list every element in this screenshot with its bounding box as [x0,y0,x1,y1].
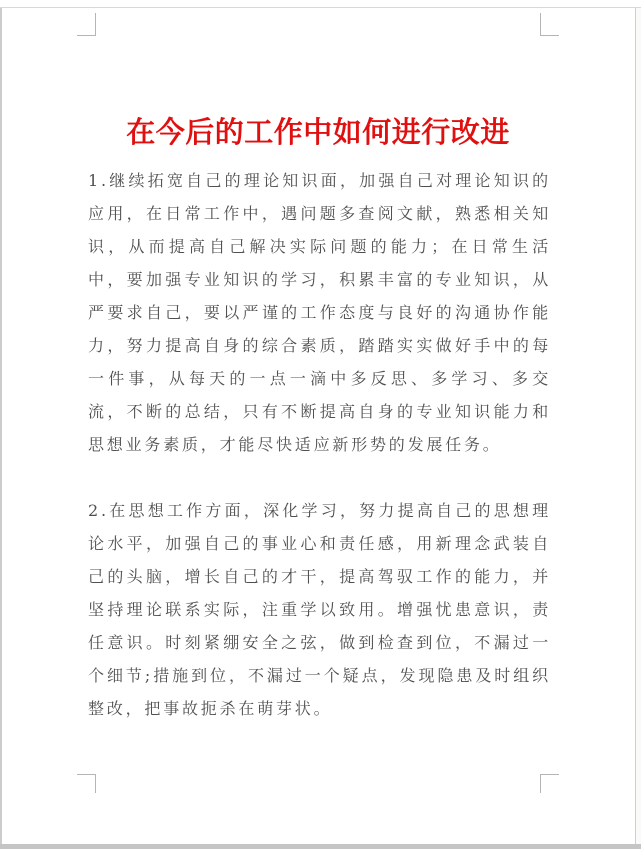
margin-crop-mark-bottom-left [77,774,96,793]
page-bottom-gap-band [0,844,641,849]
margin-crop-mark-top-right [540,13,559,36]
document-body [88,164,551,725]
paragraph-1[interactable]: 1.继续拓宽自己的理论知识面，加强自己对理论知识的应用，在日常工作中，遇问题多查阅文献，熟悉相关知识，从而提高自己解决实际问题的能力；在日常生活中，要加强专业知识的学习，积累丰富的专业知识，从严要求自己，要以严谨的工作态度与良好的沟通协作能力，努力提高自身的综合素质，踏踏实实做好手中的每一件事，从每天的一点一滴中多反思、多学习、多交流，不断的总结，只有不断提高自身的专业知识能力和思想业务素质，才能尽快适应新形势的发展任务。 [88,171,551,454]
page-right-gutter [636,8,641,844]
margin-crop-mark-top-left [77,13,96,36]
document-title[interactable]: 在今后的工作中如何进行改进 [126,115,510,150]
paragraph-2[interactable]: 2.在思想工作方面，深化学习，努力提高自己的思想理论水平，加强自己的事业心和责任感，用新理念武装自己的头脑，增长自己的才干，提高驾驭工作的能力，并坚持理论联系实际，注重学以致用。增强忧患意识，责任意识。时刻紧绷安全之弦，做到检查到位，不漏过一个细节;措施到位，不漏过一个疑点，发现隐患及时组织整改，把事故扼杀在萌芽状。 [88,501,551,718]
margin-crop-mark-bottom-right [540,774,559,793]
page-top-edge-line [0,7,641,8]
